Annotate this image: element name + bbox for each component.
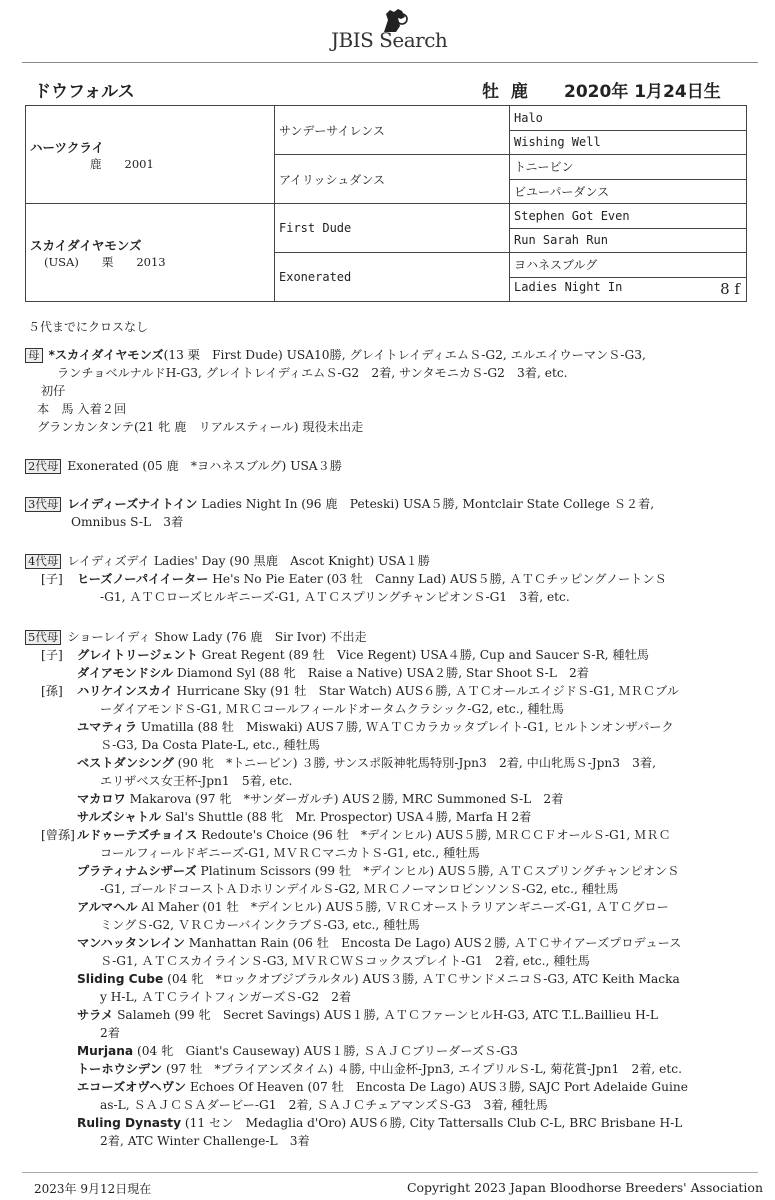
- g3-cell[interactable]: Wishing Well: [510, 130, 747, 155]
- descendant-record-continued: エリザベス女王杯-Jpn1 5着, etc.: [100, 774, 293, 788]
- footer-date: 2023年 9月12日現在: [34, 1182, 152, 1196]
- g3-cell[interactable]: Halo: [510, 106, 747, 131]
- relation-label: [曾孫]: [41, 828, 75, 842]
- descendant-name[interactable]: トーホウシデン: [77, 1062, 163, 1076]
- third-dam-section: [25, 495, 765, 531]
- relation-label: [子]: [41, 648, 63, 662]
- fourth-dam-child-text: He's No Pie Eater (03 牡 Canny Lad) AUS５勝, ＡＴＣチッピングノートンＳ: [208, 572, 667, 586]
- cross-note: ５代までにクロスなし: [28, 320, 149, 334]
- g3-cell[interactable]: ビユーパーダンス: [510, 179, 747, 204]
- descendant-record-continued: -G1, ゴールドコーストＡＤホリンデイルＳ-G2, ＭＲＣノーマンロビンソンＳ-G2, etc., 種牡馬: [100, 882, 619, 896]
- section-tag: 4代母: [25, 554, 61, 569]
- section-tag: 2代母: [25, 459, 61, 474]
- family-number: 8 f: [720, 280, 740, 299]
- descendant-name[interactable]: エコーズオヴヘヴン: [77, 1080, 187, 1094]
- sire-cell: [26, 106, 275, 204]
- sire-sire-cell[interactable]: サンデーサイレンス: [275, 106, 510, 155]
- horse-sex-color: [482, 77, 528, 102]
- descendant-entry: [25, 664, 765, 682]
- descendant-name[interactable]: サラメ: [77, 1008, 114, 1022]
- descendant-record-continued: ミングＳ-G2, ＶＲＣカーバインクラブＳ-G3, etc., 種牡馬: [100, 918, 420, 932]
- descendant-entry: [25, 1006, 765, 1024]
- descendant-record: Umatilla (88 牡 Miswaki) AUS７勝, ＷＡＴＣカラカッタプレイト-G1, ヒルトンオンザパーク: [136, 720, 674, 734]
- dam-section-name[interactable]: *スカイダイヤモンズ: [48, 348, 164, 362]
- descendant-record: Makarova (97 牝 *サンダーガルチ) AUS２勝, MRC Summoned S-L 2着: [125, 792, 564, 806]
- descendant-record: Manhattan Rain (06 牡 Encosta De Lago) AUS２勝, ＡＴＣサイアーズプロデュース: [184, 936, 682, 950]
- horse-sex: 牡: [482, 82, 499, 102]
- dam-section-line: ランチョベルナルドH-G3, グレイトレイディエムＳ-G2 2着, サンタモニカＳ-G2 3着, etc.: [57, 366, 568, 380]
- dam-section-line: 本 馬 入着２回: [37, 402, 127, 416]
- descendant-name[interactable]: Murjana: [77, 1044, 134, 1058]
- descendant-record-continued: 2着, ATC Winter Challenge-L 3着: [100, 1134, 310, 1148]
- descendant-record: Great Regent (89 牡 Vice Regent) USA４勝, Cup and Saucer S-R, 種牡馬: [197, 648, 649, 662]
- footer-divider: [22, 1172, 758, 1173]
- descendant-record-continued: y H-L, ＡＴＣライトフィンガーズＳ-G2 2着: [100, 990, 352, 1004]
- dam-section-text: (13 栗 First Dude) USA10勝, グレイトレイディエムＳ-G2, エルエイウーマンＳ-G3,: [163, 348, 646, 362]
- descendant-record-continued: Ｓ-G3, Da Costa Plate-L, etc., 種牡馬: [100, 738, 320, 752]
- fifth-dam-section: [25, 628, 765, 1150]
- descendant-entry: [25, 682, 765, 700]
- dam-section-line: 初仔: [41, 384, 66, 398]
- descendant-record-continued: 2着: [100, 1026, 120, 1040]
- descendant-record: Sal's Shuttle (88 牝 Mr. Prospector) USA４勝, Marfa H 2着: [161, 810, 532, 824]
- site-logo[interactable]: JBIS Search: [331, 28, 448, 52]
- section-tag: 3代母: [25, 497, 61, 512]
- horse-birth: 2020年 1月24日生: [564, 82, 721, 102]
- dam-info: (USA) 栗 2013: [44, 254, 166, 269]
- descendant-record: Hurricane Sky (91 牡 Star Watch) AUS６勝, ＡＴＣオールエイジドＳ-G1, ＭＲＣブル: [172, 684, 679, 698]
- descendant-entry: [25, 646, 765, 664]
- dam-cell: [26, 204, 275, 302]
- third-dam-line: Omnibus S-L 3着: [71, 515, 184, 529]
- descendant-record: Echoes Of Heaven (07 牡 Encosta De Lago) AUS３勝, SAJC Port Adelaide Guine: [186, 1080, 688, 1094]
- descendant-record: (97 牡 *ブライアンズタイム) ４勝, 中山金杯-Jpn3, エイプリルＳ-L, 菊花賞-Jpn1 2着, etc.: [162, 1062, 682, 1076]
- descendant-entry: [25, 1078, 765, 1096]
- dam-sire-cell[interactable]: First Dude: [275, 204, 510, 253]
- descendant-entry: [25, 862, 765, 880]
- relation-label: [子]: [41, 572, 63, 586]
- descendant-entry: [25, 1042, 765, 1060]
- header: [0, 0, 775, 62]
- descendant-name[interactable]: グレイトリージェント: [77, 648, 198, 662]
- descendant-entry: [25, 1114, 765, 1132]
- descendant-record: Salameh (99 牝 Secret Savings) AUS１勝, ＡＴＣファーンヒルH-G3, ATC T.L.Baillieu H-L: [113, 1008, 658, 1022]
- sire-name[interactable]: ハーツクライ: [30, 139, 105, 155]
- descendant-record-continued: as-L, ＳＡＪＣＳＡダービー-G1 2着, ＳＡＪＣチェアマンズＳ-G3 3着, 種牡馬: [100, 1098, 548, 1112]
- fourth-dam-section: [25, 552, 765, 606]
- section-tag: 母: [25, 348, 43, 363]
- sire-dam-cell[interactable]: アイリッシュダンス: [275, 155, 510, 204]
- descendant-entry: [25, 898, 765, 916]
- descendant-name[interactable]: ユマティラ: [77, 720, 137, 734]
- descendant-record-continued: コールフィールドギニーズ-G1, ＭＶＲＣマニカトＳ-G1, etc., 種牡馬: [100, 846, 480, 860]
- fourth-dam-line: -G1, ＡＴＣローズヒルギニーズ-G1, ＡＴＣスプリングチャンピオンＳ-G1 3着, etc.: [100, 590, 570, 604]
- horse-name: ドウフォルス: [34, 82, 135, 102]
- descendant-entry: [25, 970, 765, 988]
- sire-info: 鹿 2001: [90, 156, 154, 171]
- descendant-entry: [25, 754, 765, 772]
- descendant-name[interactable]: Ruling Dynasty: [77, 1116, 182, 1130]
- descendant-entry: [25, 790, 765, 808]
- descendant-record: Redoute's Choice (96 牡 *デインヒル) AUS５勝, ＭＲＣＣＦオールＳ-G1, ＭＲＣ: [197, 828, 671, 842]
- second-dam-text: Exonerated (05 鹿 *ヨハネスブルグ) USA３勝: [67, 459, 342, 473]
- descendant-entry: [25, 1060, 765, 1078]
- descendant-entry: [25, 808, 765, 826]
- g3-cell-last: [510, 277, 747, 302]
- header-divider: [22, 62, 758, 63]
- footer-copyright: Copyright 2023 Japan Bloodhorse Breeders' Association: [406, 1180, 763, 1195]
- g3-cell[interactable]: ヨハネスブルグ: [510, 253, 747, 278]
- g3-cell[interactable]: Run Sarah Run: [510, 228, 747, 253]
- g3-name[interactable]: Ladies Night In: [514, 280, 623, 295]
- descendant-name[interactable]: ハリケインスカイ: [77, 684, 173, 698]
- descendant-name[interactable]: マカロワ: [77, 792, 126, 806]
- descendant-record: Al Maher (01 牡 *デインヒル) AUS５勝, ＶＲＣオーストラリアンギニーズ-G1, ＡＴＣグロー: [137, 900, 669, 914]
- section-tag: 5代母: [25, 630, 61, 645]
- fifth-dam-text: ショーレイディ Show Lady (76 鹿 Sir Ivor) 不出走: [67, 630, 367, 644]
- dam-section-line: グランカンタンテ(21 牝 鹿 リアルスティール) 現役未出走: [37, 420, 364, 434]
- descendant-record: (90 牝 *トニービン) ３勝, サンスポ阪神牝馬特別-Jpn3 2着, 中山牝馬Ｓ-Jpn3 3着,: [173, 756, 656, 770]
- fourth-dam-child-name[interactable]: ヒーズノーパイイーター: [77, 572, 209, 586]
- descendant-record-continued: ーダイアモンドＳ-G1, ＭＲＣコールフィールドオータムクラシック-G2, etc., 種牡馬: [100, 702, 564, 716]
- descendant-record: Platinum Scissors (99 牡 *デインヒル) AUS５勝, ＡＴＣスプリングチャンピオンＳ: [196, 864, 680, 878]
- descendant-entry: [25, 826, 765, 844]
- descendant-name[interactable]: サルズシャトル: [77, 810, 162, 824]
- second-dam-section: [25, 457, 765, 475]
- descendant-record: (04 牝 Giant's Causeway) AUS１勝, ＳＡＪＣブリーダーズＳ-G3: [133, 1044, 518, 1058]
- dam-section: [25, 346, 765, 436]
- g3-cell[interactable]: トニービン: [510, 155, 747, 180]
- descendant-name[interactable]: ダイアモンドシル: [77, 666, 174, 680]
- pedigree-table: [25, 105, 747, 302]
- descendant-entry: [25, 718, 765, 736]
- dam-dam-cell[interactable]: Exonerated: [275, 253, 510, 302]
- descendant-name[interactable]: ルドゥーテズチョイス: [77, 828, 198, 842]
- descendant-name[interactable]: プラティナムシザーズ: [77, 864, 197, 878]
- descendant-name[interactable]: マンハッタンレイン: [77, 936, 185, 950]
- descendant-name[interactable]: ベストダンシング: [77, 756, 174, 770]
- third-dam-name[interactable]: レイディーズナイトイン: [67, 497, 198, 511]
- descendant-record: Diamond Syl (88 牝 Raise a Native) USA２勝, Star Shoot S-L 2着: [173, 666, 589, 680]
- descendant-record: (04 牝 *ロックオブジブラルタル) AUS３勝, ＡＴＣサンドメニコＳ-G3, ATC Keith Macka: [163, 972, 680, 986]
- relation-label: [孫]: [41, 684, 63, 698]
- third-dam-text: Ladies Night In (96 鹿 Peteski) USA５勝, Montclair State College Ｓ２着,: [197, 497, 655, 511]
- horse-color: 鹿: [510, 82, 528, 102]
- descendant-name[interactable]: アルマヘル: [77, 900, 138, 914]
- descendant-record-continued: Ｓ-G1, ＡＴＣスカイラインＳ-G3, ＭＶＲＣＷＳコックスプレイト-G1 2着, etc., 種牡馬: [100, 954, 590, 968]
- fifth-dam-entries: [25, 646, 765, 1150]
- g3-cell[interactable]: Stephen Got Even: [510, 204, 747, 229]
- fourth-dam-text: レイディズデイ Ladies' Day (90 黒鹿 Ascot Knight) USA１勝: [67, 554, 430, 568]
- descendant-record: (11 セン Medaglia d'Oro) AUS６勝, City Tattersalls Club C-L, BRC Brisbane H-L: [181, 1116, 683, 1130]
- descendant-entry: [25, 934, 765, 952]
- descendant-name[interactable]: Sliding Cube: [77, 972, 164, 986]
- dam-name[interactable]: スカイダイヤモンズ: [30, 237, 142, 253]
